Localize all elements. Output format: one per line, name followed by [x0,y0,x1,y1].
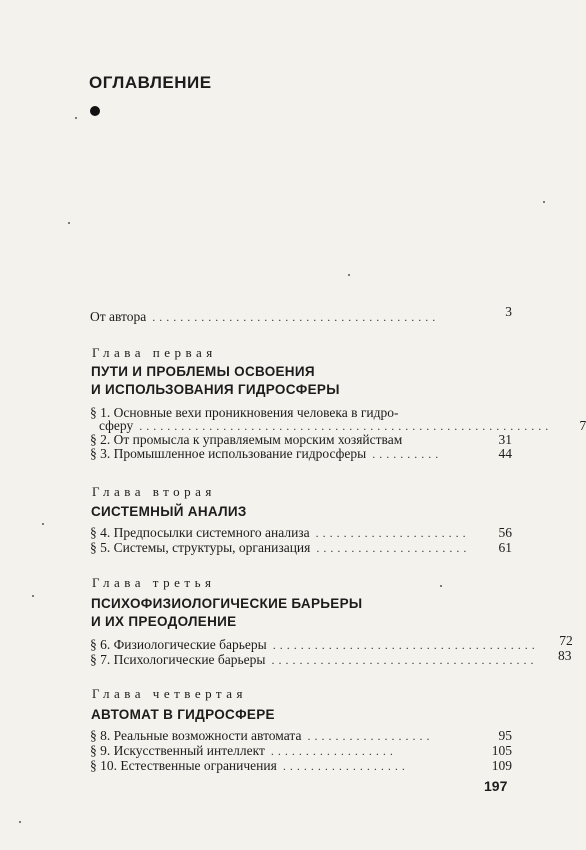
chapter-title-line: ПУТИ И ПРОБЛЕМЫ ОСВОЕНИЯ [91,364,315,379]
scan-speck [440,585,442,587]
entry-page: 95 [498,728,512,743]
dot-leader: ...................................... [271,653,538,667]
page-number: 197 [484,778,508,794]
scan-speck [19,821,21,823]
entry-page: 105 [491,743,512,758]
entry-label: § 6. Физиологические барьеры [90,637,267,652]
entry-label: § 3. Промышленное использование гидросферы [90,446,367,461]
chapter-label: Глава первая [92,345,217,360]
scan-speck [68,222,70,224]
chapter-title-line: И ИСПОЛЬЗОВАНИЯ ГИДРОСФЕРЫ [91,382,340,397]
dot-leader: ...................................... [272,638,539,652]
entry-page: 56 [498,525,512,540]
chapter-label: Глава четвертая [92,686,248,701]
scan-speck [75,117,77,119]
toc-entry[interactable] [90,728,512,744]
entry-page: 44 [498,446,512,461]
entry-label: § 7. Психологические барьеры [90,652,266,667]
dot-leader: .................. [282,759,409,773]
entry-label: § 4. Предпосылки системного анализа [90,525,310,540]
entry-page: 31 [498,432,512,447]
toc-entry[interactable] [90,432,512,447]
scan-speck [32,595,34,597]
scan-speck [543,201,545,203]
dot-leader: .......... [372,447,443,461]
bullet-mark [90,106,100,116]
dot-leader: ......................................... [152,310,440,324]
entry-page: 7 [579,418,586,433]
entry-page: 109 [491,758,512,773]
entry-page: 3 [505,304,512,319]
toc-entry-intro[interactable] [90,304,512,325]
entry-label: § 9. Искусственный интеллект [90,743,265,758]
chapter-label: Глава вторая [92,484,216,499]
toc-entry[interactable] [90,758,512,774]
chapter-title-line: АВТОМАТ В ГИДРОСФЕРЕ [91,707,275,722]
chapter-title-line: ПСИХОФИЗИОЛОГИЧЕСКИЕ БАРЬЕРЫ [91,596,363,611]
chapter-label: Глава третья [92,575,216,590]
chapter-title-line: СИСТЕМНЫЙ АНАЛИЗ [91,504,247,519]
dot-leader: ...................... [316,541,471,555]
entry-label: сферу [99,418,134,433]
entry-label: § 2. От промысла к управляемым морским хозяйствам [90,432,403,447]
toc-entry[interactable] [90,648,572,668]
entry-label: От автора [90,309,147,324]
toc-entry[interactable] [90,743,512,759]
dot-leader: ...................... [315,526,470,540]
dot-leader: .................. [270,744,397,758]
toc-entry[interactable] [90,633,573,653]
entry-page: 61 [498,540,512,555]
entry-label: § 1. Основные вехи проникновения человека в гидро- [90,405,399,420]
entry-label: § 5. Системы, структуры, организация [90,540,311,555]
scan-speck [42,523,44,525]
entry-label: § 10. Естественные ограничения [90,758,277,773]
toc-entry[interactable] [90,446,512,462]
toc-entry[interactable] [90,525,512,541]
entry-label: § 8. Реальные возможности автомата [90,728,302,743]
page-title: ОГЛАВЛЕНИЕ [89,73,212,92]
dot-leader: ........................................................... [139,419,553,433]
scan-speck [348,274,350,276]
dot-leader: .................. [307,729,434,743]
entry-page: 72 [559,633,573,648]
chapter-title-line: И ИХ ПРЕОДОЛЕНИЕ [91,614,237,629]
entry-page: 83 [558,648,572,663]
toc-entry[interactable] [90,540,512,556]
